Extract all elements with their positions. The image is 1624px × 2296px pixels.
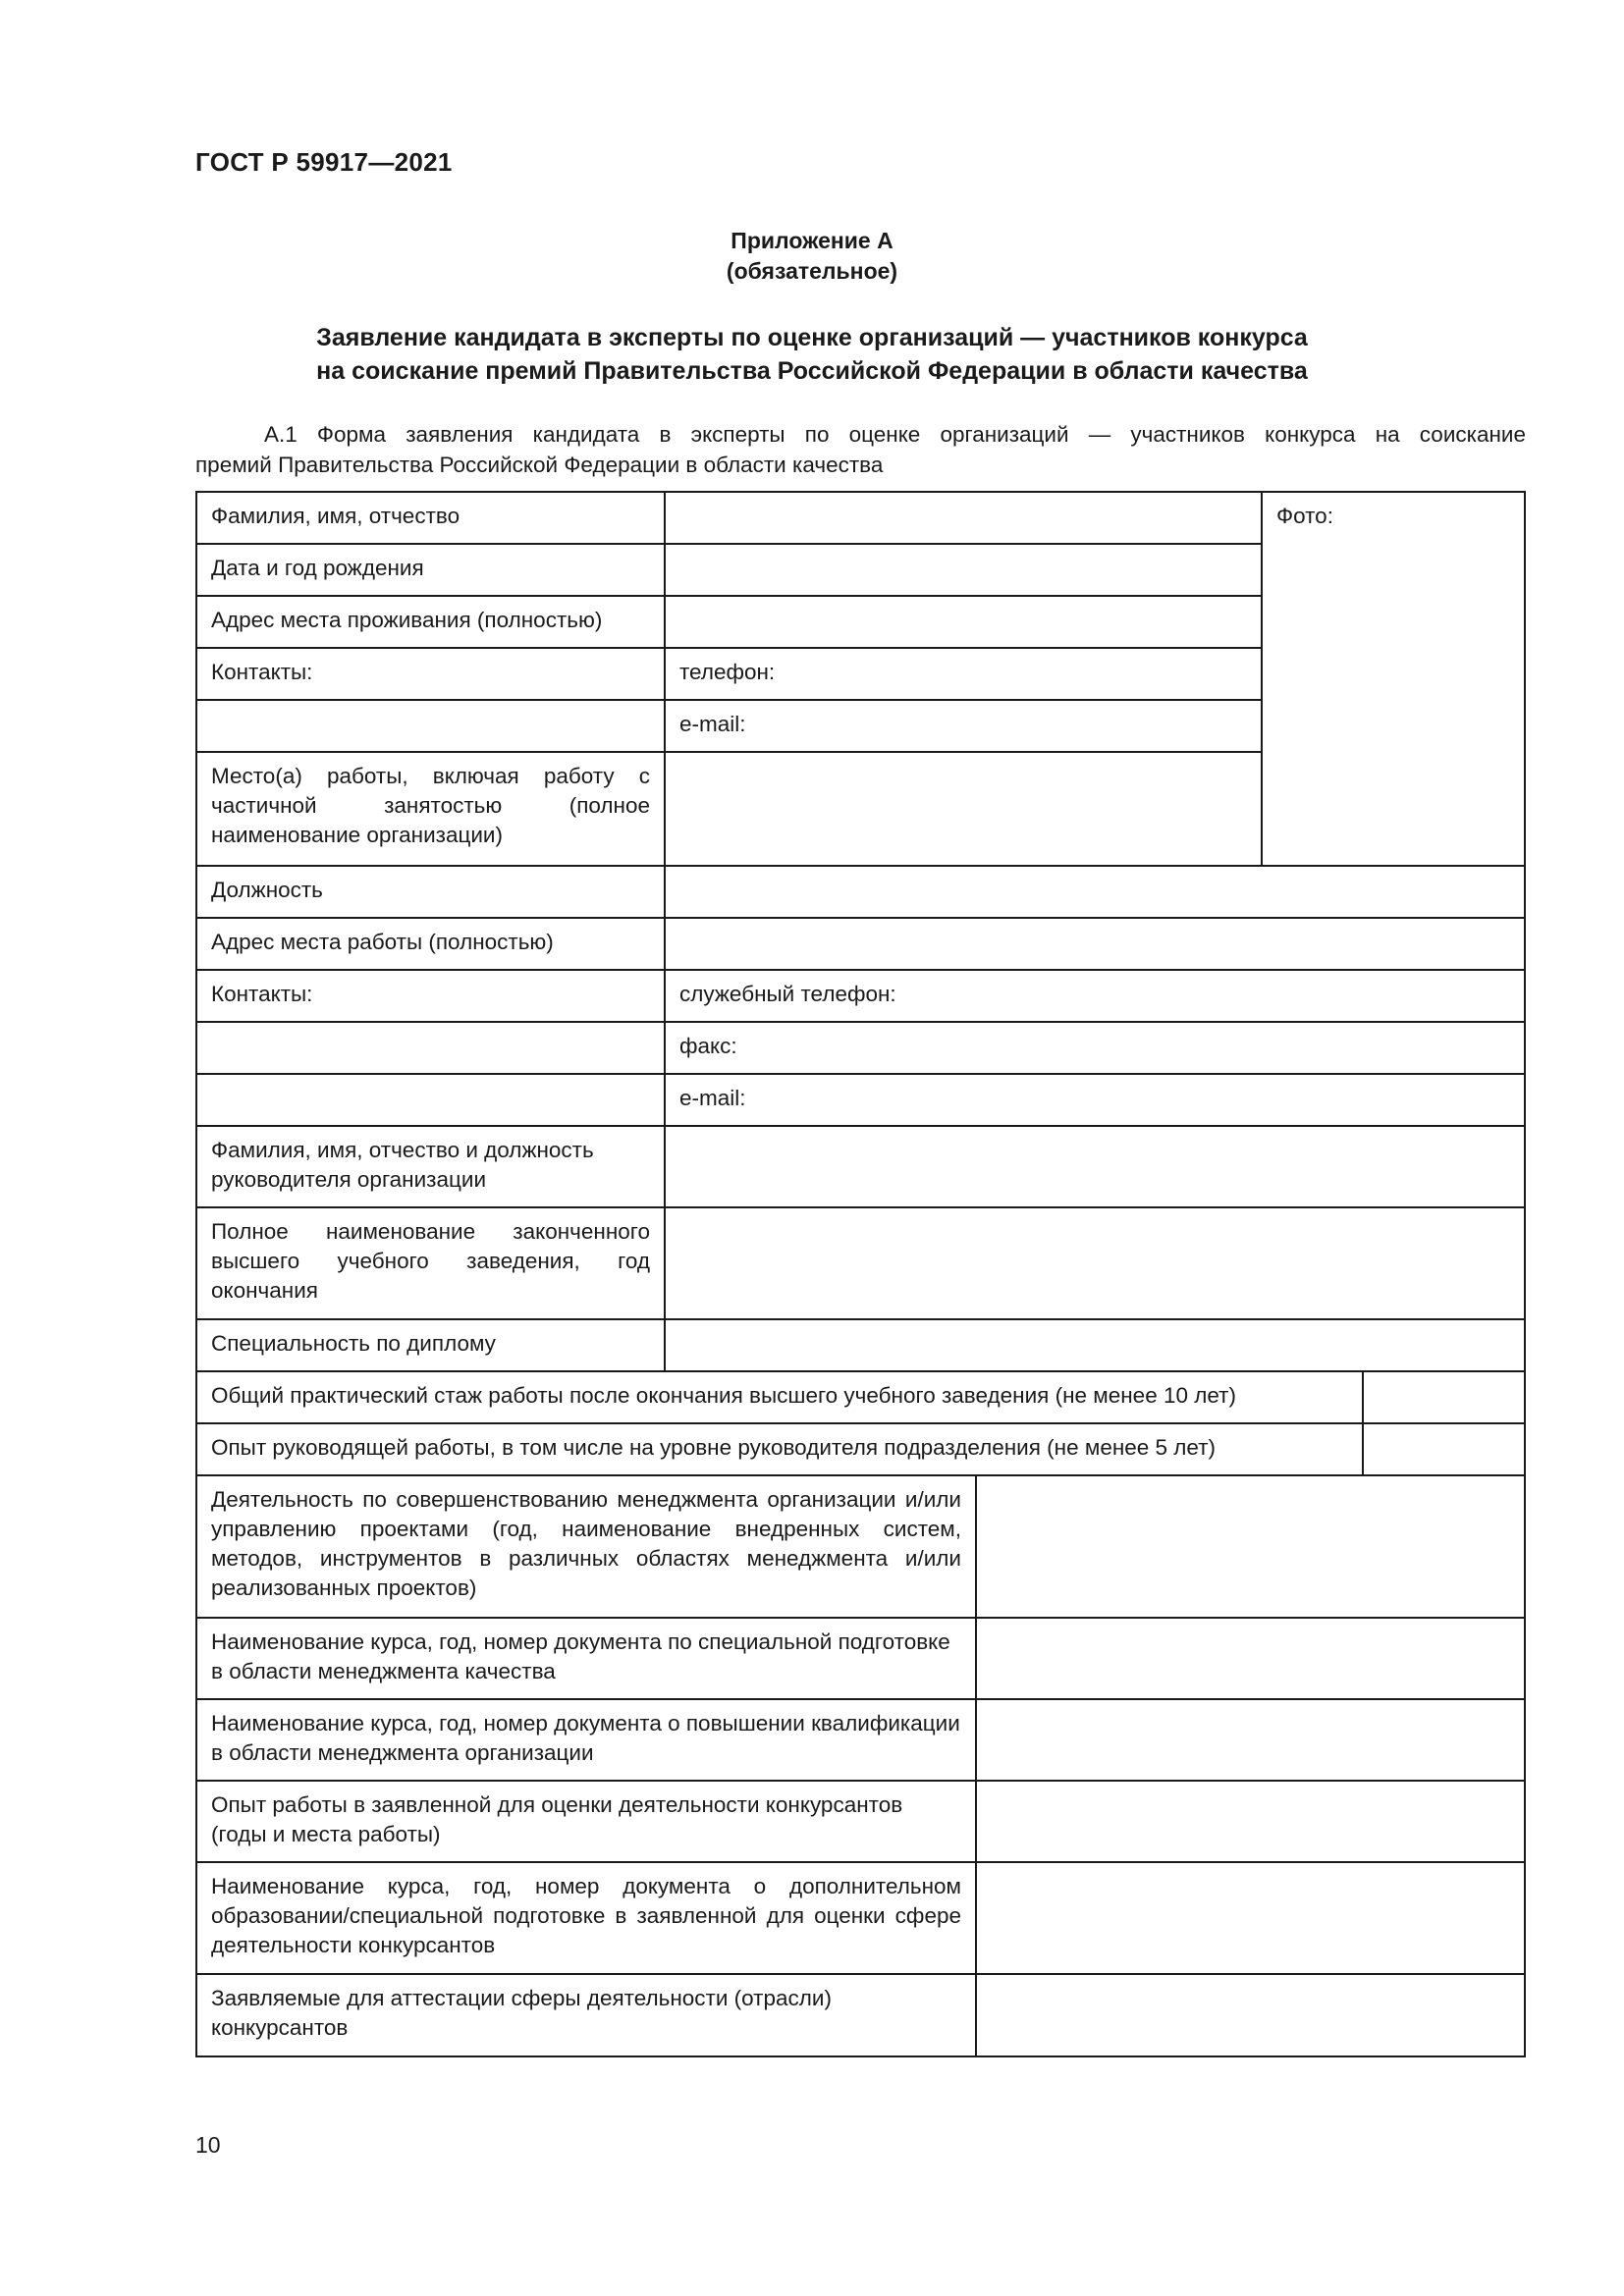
intro-line-2: премий Правительства Российской Федерации в области качества [195, 453, 884, 477]
input-position[interactable] [664, 865, 1526, 919]
input-course-qualification[interactable] [975, 1698, 1526, 1782]
page-number: 10 [195, 2132, 221, 2158]
label-birth-date: Дата и год рождения [195, 543, 666, 597]
label-course-quality: Наименование курса, год, номер документа по специальной подготовке в области менеджмента качества [195, 1617, 977, 1700]
input-specialty[interactable] [664, 1318, 1526, 1372]
label-course-additional: Наименование курса, год, номер документа о дополнительном образовании/специальной подготовке в заявленной для оценки сфере деятельности конкурсантов [195, 1861, 977, 1975]
label-head-name: Фамилия, имя, отчество и должность руководителя организации [195, 1125, 666, 1208]
intro-line-1: А.1 Форма заявления кандидата в эксперты по оценке организаций — участников конкурса на соискание [264, 422, 1526, 447]
input-email[interactable]: e-mail: [664, 699, 1263, 753]
input-activity-improvement[interactable] [975, 1474, 1526, 1619]
application-form [195, 491, 1526, 2066]
label-full-name: Фамилия, имя, отчество [195, 491, 666, 545]
label-experience-management: Опыт руководящей работы, в том числе на уровне руководителя подразделения (не менее 5 лет) [195, 1422, 1364, 1476]
label-activity-improvement: Деятельность по совершенствованию менеджмента организации и/или управлению проектами (год, наименование внедренных систем, методов, инструментов в различных областях менеджмента и/или реализованных проектов) [195, 1474, 977, 1619]
label-attestation-spheres: Заявляемые для аттестации сферы деятельности (отрасли) конкурсантов [195, 1973, 977, 2057]
appendix-subtitle: (обязательное) [726, 258, 898, 284]
input-full-name[interactable] [664, 491, 1263, 545]
input-workplace[interactable] [664, 751, 1263, 867]
input-fax[interactable]: факс: [664, 1021, 1526, 1075]
document-id: ГОСТ Р 59917—2021 [195, 147, 453, 177]
label-empty [195, 699, 666, 753]
input-home-address[interactable] [664, 595, 1263, 649]
label-position: Должность [195, 865, 666, 919]
input-phone[interactable]: телефон: [664, 647, 1263, 701]
label-specialty: Специальность по диплому [195, 1318, 666, 1372]
label-contacts: Контакты: [195, 647, 666, 701]
document-title [0, 321, 1624, 388]
input-birth-date[interactable] [664, 543, 1263, 597]
label-work-contacts: Контакты: [195, 969, 666, 1023]
input-work-email[interactable]: e-mail: [664, 1073, 1526, 1127]
photo-box[interactable]: Фото: [1261, 491, 1526, 867]
input-experience-total[interactable] [1362, 1370, 1526, 1424]
input-attestation-spheres[interactable] [975, 1973, 1526, 2057]
input-work-address[interactable] [664, 917, 1526, 971]
input-course-quality[interactable] [975, 1617, 1526, 1700]
appendix-title: Приложение А [731, 228, 893, 253]
document-title-line-1: Заявление кандидата в эксперты по оценке организаций — участников конкурса [316, 324, 1308, 351]
label-empty [195, 1073, 666, 1127]
label-experience-declared: Опыт работы в заявленной для оценки деятельности конкурсантов (годы и места работы) [195, 1780, 977, 1863]
input-experience-management[interactable] [1362, 1422, 1526, 1476]
input-course-additional[interactable] [975, 1861, 1526, 1975]
input-head-name[interactable] [664, 1125, 1526, 1208]
input-experience-declared[interactable] [975, 1780, 1526, 1863]
label-workplace: Место(а) работы, включая работу с частичной занятостью (полное наименование организации) [195, 751, 666, 867]
label-university: Полное наименование законченного высшего учебного заведения, год окончания [195, 1206, 666, 1320]
label-experience-total: Общий практический стаж работы после окончания высшего учебного заведения (не менее 10 лет) [195, 1370, 1364, 1424]
input-work-phone[interactable]: служебный телефон: [664, 969, 1526, 1023]
document-title-line-2: на соискание премий Правительства Российской Федерации в области качества [316, 357, 1308, 385]
label-course-qualification: Наименование курса, год, номер документа о повышении квалификации в области менеджмента организации [195, 1698, 977, 1782]
input-university[interactable] [664, 1206, 1526, 1320]
label-work-address: Адрес места работы (полностью) [195, 917, 666, 971]
intro-paragraph [195, 419, 1526, 480]
label-home-address: Адрес места проживания (полностью) [195, 595, 666, 649]
label-empty [195, 1021, 666, 1075]
